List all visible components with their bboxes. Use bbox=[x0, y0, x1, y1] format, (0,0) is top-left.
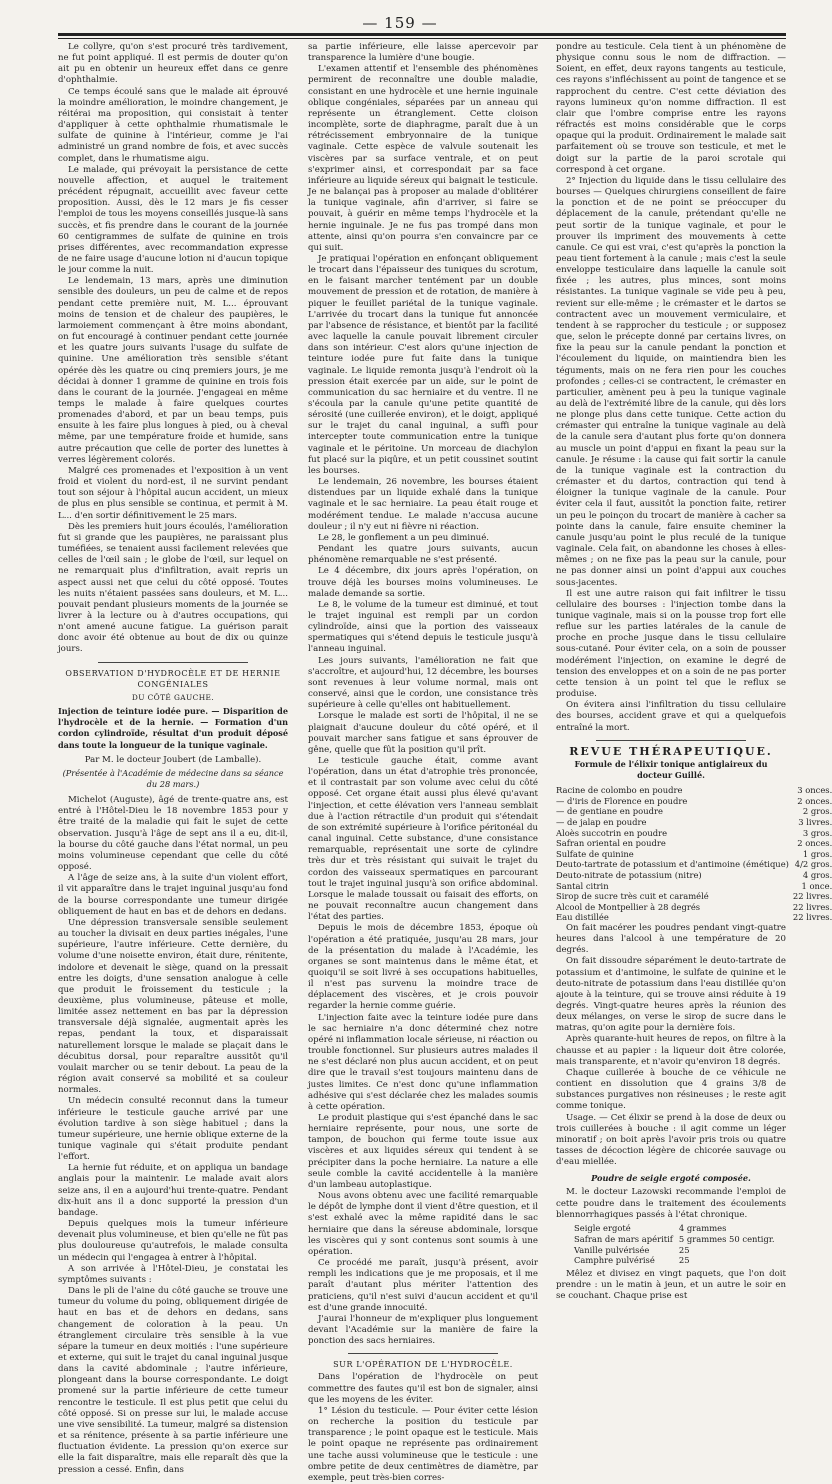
formula-row bbox=[556, 785, 832, 796]
paragraph: Dans l'opération de l'hydrocèle on peut commettre des fautes qu'il est bon de signaler, ainsi que les moyens de les éviter. bbox=[308, 1372, 538, 1405]
ingredient-quantity: 4/2 gros. bbox=[794, 859, 832, 870]
paragraph: A l'âge de seize ans, à la suite d'un violent effort, il vit apparaître dans le trajet inguinal jusqu'au fond de la bourse correspondante une tumeur dirigée obliquement de haut en bas et de dehors en dedans. bbox=[58, 873, 288, 917]
ingredient-quantity: 3 livres. bbox=[798, 816, 832, 827]
header-rule-thin bbox=[58, 38, 786, 39]
column-2 bbox=[308, 42, 538, 1483]
paragraph: On fait dissoudre séparément le deuto-tartrate de potassium et d'antimoine, le sulfate de quinine et le deuto-nitrate de potassium dans l'eau distillée qu'on ajoute à la teinture, qui se trouve ainsi réduite à 19 degrés. Vingt-quatre heures après la réunion des deux mélanges, on verse le sirop de sucre dans le matras, qu'on agite pour la dernière fois. bbox=[556, 956, 786, 1034]
observation-summary: Injection de teinture iodée pure. — Disparition de l'hydrocèle et de la hernie. — Formation d'un cordon cylindroïde, résultat d'un produit déposé dans toute la longueur de la tunique vaginale. bbox=[58, 706, 288, 750]
ingredient-quantity: 22 livres. bbox=[792, 901, 832, 912]
paragraph: Depuis le mois de décembre 1853, époque où l'opération a été pratiquée, jusqu'au 28 mars, jour de la présentation du malade à l'Académie, les organes se sont maintenus dans le même état, et quoiqu'il se soit livré à ses occupations habituelles, il n'est pas survenu la moindre trace de déplacement des viscères, et je crois pouvoir regarder la hernie comme guérie. bbox=[308, 923, 538, 1012]
paragraph: Après quarante-huit heures de repos, on filtre à la chausse et au papier : la liqueur doit être colorée, mais transparente, et n'avoir qu'environ 18 degrés. bbox=[556, 1034, 786, 1067]
paragraph: Dans le pli de l'aine du côté gauche se trouve une tumeur du volume du poing, obliquement dirigée de haut en bas et de dehors en dedans, sans changement de coloration à la peau. Un étranglement circulaire très sensible à la vue sépare la tumeur en deux moitiés : l'une supérieure et externe, qui suit le trajet du canal inguinal jusque dans la cavité abdominale ; l'autre inférieure, plongeant dans la bourse correspondante. Le doigt promené sur la partie inférieure de cette tumeur rencontre le testicule. Il est plus petit que celui du côté opposé. Si on presse sur lui, le malade accuse une vive sensibilité. La tumeur, malgré sa distension et sa rénitence, présente à sa partie inférieure une fluctuation évidente. La pression qu'on exerce sur elle la fait disparaître, mais elle reparaît dès que la pression a cessé. Enfin, dans bbox=[58, 1286, 288, 1475]
paragraph: Le testicule gauche était, comme avant l'opération, dans un état d'atrophie très prononcée, et il contrastait par son volume avec celui du côté opposé. Cet organe était aussi plus élevé qu'avant l'injection, et cette élévation vers l'anneau semblait due à l'action rétractile d'un produit qui s'étendait de son extrémité supérieure à l'orifice péritonéal du canal inguinal. Cette substance, d'une consistance remarquable, représentait une sorte de cylindre très dur et très résistant qui suivait le trajet du cordon des vaisseaux spermatiques en parcourant tout le trajet inguinal jusqu'à son orifice abdominal. Lorsque le malade toussait ou faisait des efforts, on ne pouvait reconnaître aucun changement dans l'état des parties. bbox=[308, 756, 538, 923]
section-divider bbox=[98, 662, 248, 663]
ergot-table bbox=[574, 1223, 781, 1266]
paragraph: Le 8, le volume de la tumeur est diminué, et tout le trajet inguinal est rempli par un cordon cylindroïde, ainsi que la portion des vaisseaux spermatiques qui s'étend depuis le testicule jusqu'à l'anneau inguinal. bbox=[308, 599, 538, 655]
paragraph: Le 28, le gonflement a un peu diminué. bbox=[318, 532, 490, 543]
paragraph: La hernie fut réduite, et on appliqua un bandage anglais pour la maintenir. Le malade avait alors seize ans, il en a aujourd'hui trente-quatre. Pendant dix-huit ans il a donc supporté la pression d'un bandage. bbox=[58, 1163, 288, 1218]
paragraph: Ce procédé me paraît, jusqu'à présent, avoir rempli les indications que je me proposais, et il me paraît d'autant plus mériter l'attention des praticiens, qu'il n'est suivi d'aucun accident et qu'il est d'une grande innocuité. bbox=[308, 1258, 538, 1313]
paragraph: pondre au testicule. Cela tient à un phénomène de physique connu sous le nom de diffraction. — Soient, en effet, deux rayons tangents au testicule, ces rayons s'infléchissent au point de tangence et se rapprochent du centre. C'est cette déviation des rayons lumineux qu'on nomme diffraction. Il est clair que l'ombre comprise entre les rayons réfractés est moins considérable que le corps opaque qui la produit. Ordinairement le malade sait parfaitement où se trouve son testicule, et met le doigt sur la partie de la paroi scrotale qui correspond à cet organe. bbox=[556, 42, 786, 175]
formula-row bbox=[556, 849, 832, 860]
ingredient-name: — d'iris de Florence en poudre bbox=[556, 795, 688, 806]
ingredient-name: Seigle ergoté bbox=[574, 1222, 631, 1233]
ingredient-quantity: 25 bbox=[678, 1255, 690, 1266]
ingredient-quantity: 2 onces. bbox=[797, 795, 832, 806]
ingredient-quantity: 3 onces. bbox=[797, 785, 832, 796]
paragraph: L'injection faite avec la teinture iodée pure dans le sac herniaire n'a donc déterminé chez notre opéré ni inflammation locale sérieuse, ni réaction ou trouble fonctionnel. Sur plusieurs autres malades il ne s'est déclaré non plus aucun accident, et on peut dire que le travail s'est toujours maintenu dans de justes limites. Ce n'est donc qu'une inflammation adhésive qui s'est déclarée chez les malades soumis à cette opération. bbox=[308, 1012, 538, 1112]
ingredient-name: Eau distillée bbox=[556, 912, 609, 923]
formula-row bbox=[556, 859, 832, 870]
formula-row bbox=[556, 902, 832, 913]
paragraph: Depuis quelques mois la tumeur inférieure devenait plus volumineuse, et bien qu'elle ne fût pas plus douloureuse qu'autrefois, le malade consulta un médecin qui l'engagea à entrer à l'hôpital. bbox=[58, 1219, 288, 1263]
ingredient-quantity: 4 gros. bbox=[802, 869, 832, 880]
ingredient-quantity: 22 livres. bbox=[792, 912, 832, 923]
paragraph: Malgré ces promenades et l'exposition à un vent froid et violent du nord-est, il ne survint pendant tout son séjour à l'hôpital aucun accident, un mieux de plus en plus sensible se continua, et permit à M. L... d'en sortir définitivement le 25 mars. bbox=[58, 465, 288, 521]
formula-row bbox=[556, 891, 832, 902]
formula-row bbox=[556, 912, 832, 923]
review-title: REVUE THÉRAPEUTIQUE. bbox=[569, 744, 773, 758]
paragraph: Le produit plastique qui s'est épanché dans le sac herniaire représente, pour nous, une sorte de tampon, de bouchon qui ferme toute issue aux viscères et aux liquides séreux qui tendent à se précipiter dans la poche herniaire. La nature a elle seule comble la cavité accidentelle à la manière d'un lambeau autoplastique. bbox=[308, 1113, 538, 1190]
observation-title: OBSERVATION D'HYDROCÈLE ET DE HERNIE CONGÉNIALES bbox=[65, 668, 281, 689]
paragraph: L'examen attentif et l'ensemble des phénomènes permirent de reconnaître une double maladie, consistant en une hydrocèle et une hernie inguinale oblique congéniales, séparées par un anneau qui représente un étranglement. Cette cloison incomplète, sorte de diaphragme, paraît due à un rétrécissement embryonnaire de la tunique vaginale. Cette espèce de valvule soutenait les viscères par sa surface ventrale, et on peut s'exprimer ainsi, et correspondait par sa face inférieure au liquide séreux qui baignait le testicule. Je ne balançai pas à proposer au malade d'oblitérer la tunique vaginale, afin d'arriver, si faire se pouvait, à guérir en même temps l'hydrocèle et la hernie inguinale. Je ne fus pas trompé dans mon attente, ainsi qu'on pourra s'en convaincre par ce qui suit. bbox=[308, 64, 538, 253]
paragraph: Michelot (Auguste), âgé de trente-quatre ans, est entré à l'Hôtel-Dieu le 18 novembre 1853 pour y être traité de la maladie qui fait le sujet de cette observation. Jusqu'à l'âge de sept ans il a eu, dit-il, la bourse du côté gauche dans l'état normal, un peu moins volumineuse cependant que celle du côté opposé. bbox=[58, 795, 288, 873]
ingredient-name: Sirop de sucre très cuit et caramélé bbox=[556, 891, 709, 902]
paragraph: Un médecin consulté reconnut dans la tumeur inférieure le testicule gauche arrivé par une évolution tardive à son siège habituel ; dans la tumeur supérieure, une hernie oblique externe de la tunique vaginale qui s'était produite pendant l'effort. bbox=[58, 1096, 288, 1163]
paragraph: J'aurai l'honneur de m'expliquer plus longuement devant l'Académie sur la manière de faire la ponction des sacs herniaires. bbox=[308, 1313, 538, 1347]
ingredient-name: Safran oriental en poudre bbox=[556, 838, 666, 849]
formula-row bbox=[556, 828, 832, 839]
ingredient-name: Camphre pulvérisé bbox=[574, 1255, 655, 1266]
ingredient-quantity: 2 onces. bbox=[797, 838, 832, 849]
paragraph: Le lendemain, 13 mars, après une diminution sensible des douleurs, un peu de calme et de repos pendant cette première nuit, M. L... éprouvant moins de tension et de chaleur des paupières, le larmoiement commençant à être moins abondant, on fut encouragé à continuer pendant cette journée et les quatre jours suivants l'usage du sulfate de quinine. Une amélioration très sensible s'étant opérée dès les quatre ou cinq premiers jours, je me décidai à donner 1 gramme de quinine en trois fois dans le courant de la journée. J'engageai en même temps le malade à faire quelques courtes promenades d'abord, et par un beau temps, puis ensuite à les faire plus longues à pied, ou à cheval même, par une température froide et humide, sans autre précaution que celle de porter des lunettes à verres légèrement colorés. bbox=[58, 276, 288, 465]
paragraph: Les jours suivants, l'amélioration ne fait que s'accroître, et aujourd'hui, 12 décembre, les bourses sont revenues à leur volume normal, mais ont conservé, ainsi que le cordon, une consistance très supérieure à celle qu'elles ont habituellement. bbox=[308, 655, 538, 711]
ingredient-quantity: 3 gros. bbox=[802, 827, 832, 838]
ingredient-quantity: 4 grammes bbox=[678, 1222, 727, 1233]
paragraph: Il est une autre raison qui fait infiltrer le tissu cellulaire des bourses : l'injection tombe dans la tunique vaginale, mais si on la pousse trop fort elle reflue sur les parties latérales de la canule de proche en proche jusque dans le tissu cellulaire sous-cutané. Pour éviter cela, on a soin de pousser modérément l'injection, on examine le degré de tension des enveloppes et on a soin de ne pas porter cette tension à un point tel que le reflux se produise. bbox=[556, 588, 786, 700]
ingredient-name: — de jalap en poudre bbox=[556, 816, 647, 827]
ergot-row bbox=[574, 1245, 781, 1256]
ingredient-quantity: 22 livres. bbox=[792, 891, 832, 902]
paragraph: Lorsque le malade est sorti de l'hôpital, il ne se plaignait d'aucune douleur du côté opéré, et il pouvait marcher sans fatigue et sans éprouver de gêne, quelle que fût la position qu'il prît. bbox=[308, 711, 538, 755]
formula-row bbox=[556, 796, 832, 807]
ingredient-name: Deuto-tartrate de potassium et d'antimoine (émétique) bbox=[556, 859, 789, 870]
paragraph: On évitera ainsi l'infiltration du tissu cellulaire des bourses, accident grave et qui a quelquefois entraîné la mort. bbox=[556, 700, 786, 733]
formula-row bbox=[556, 881, 832, 892]
paragraph: Le lendemain, 26 novembre, les bourses étaient distendues par un liquide exhalé dans la tunique vaginale et le sac herniaire. La peau était rouge et modérément tendue. Le malade n'accusa aucune douleur ; il n'y eut ni fièvre ni réaction. bbox=[308, 477, 538, 532]
ingredient-name: Racine de colombo en poudre bbox=[556, 785, 683, 796]
ingredient-quantity: 25 bbox=[678, 1244, 690, 1255]
ingredient-name: Deuto-nitrate de potassium (nitre) bbox=[556, 869, 702, 880]
formula-row bbox=[556, 806, 832, 817]
ergot-row bbox=[574, 1255, 781, 1266]
paragraph: Chaque cuillerée à bouche de ce véhicule ne contient en dissolution que 4 grains 3/8 de substances purgatives non résineuses ; le reste agit comme tonique. bbox=[556, 1067, 786, 1112]
formula-row bbox=[556, 817, 832, 828]
paragraph: 1° Lésion du testicule. — Pour éviter cette lésion on recherche la position du testicule par transparence ; le point opaque est le testicule. Mais le point opaque ne représente pas ordinairement une tache aussi volumineuse que le testicule : une ombre petite de deux centimètres de diamètre, par exemple, peut très-bien corres- bbox=[308, 1405, 538, 1483]
ingredient-name: Aloès succotrin en poudre bbox=[556, 827, 668, 838]
column-3 bbox=[556, 42, 832, 1302]
paragraph: Le 4 décembre, dix jours après l'opération, on trouve déjà les bourses moins volumineuses. Le malade demande sa sortie. bbox=[308, 566, 538, 599]
formula-row bbox=[556, 870, 832, 881]
ingredient-name: — de gentiane en poudre bbox=[556, 806, 663, 817]
paragraph: sa partie inférieure, elle laisse apercevoir par transparence la lumière d'une bougie. bbox=[308, 42, 538, 64]
formula-table bbox=[556, 785, 832, 923]
observation-subtitle: DU CÔTÉ GAUCHE. bbox=[131, 692, 215, 702]
paragraph: Le malade, qui prévoyait la persistance de cette nouvelle affection, et auquel le traitement précédent répugnait, accueillit avec faveur cette proposition. Aussi, dès le 12 mars je fis cesser l'emploi de tous les moyens conseillés jusque-là sans succès, et fis prendre dans le courant de la journée 60 centigrammes de sulfate de quinine en trois prises différentes, avec recommandation expresse de ne faire usage d'aucune lotion ni d'aucun topique le jour comme la nuit. bbox=[58, 164, 288, 276]
paragraph: Le collyre, qu'on s'est procuré très tardivement, ne fut point appliqué. Il est permis de douter qu'on ait pu en obtenir un heureux effet dans ce genre d'ophthalmie. bbox=[58, 42, 288, 86]
paragraph: Mêlez et divisez en vingt paquets, que l'on doit prendre : un le matin à jeun, et un autre le soir en se couchant. Chaque prise est bbox=[556, 1269, 786, 1302]
paragraph: Nous avons obtenu avec une facilité remarquable le dépôt de lymphe dont il vient d'être question, et il s'est exhalé avec la même rapidité dans le sac herniaire que dans la séreuse abdominale, lorsque les viscères qui y sont contenus sont soumis à une opération. bbox=[308, 1191, 538, 1257]
ergot-row bbox=[574, 1223, 781, 1234]
paragraph: Dès les premiers huit jours écoulés, l'amélioration fut si grande que les paupières, ne paraissant plus tuméfiées, se tenaient aussi facilement relevées que celles de l'œil sain ; le globe de l'œil, sur lequel on ne remarquait plus d'infiltration, avait repris un aspect aussi net que celui du côté opposé. Toutes les nuits n'étaient passées sans douleurs, et M. L... pouvait pendant plusieurs moments de la journée se livrer à la lecture ou à d'autres occupations, qui n'ont amené aucune fatigue. La guérison parait donc avoir été obtenue au bout de dix ou quinze jours. bbox=[58, 521, 288, 655]
ingredient-quantity: 2 gros. bbox=[802, 806, 832, 817]
ingredient-name: Safran de mars apéritif bbox=[574, 1233, 673, 1244]
paragraph: Une dépression transversale sensible seulement au toucher la divisait en deux parties inégales, l'une supérieure, l'autre inférieure. Cette dernière, du volume d'une noisette environ, était dure, rénitente, indolore et devenait le siège, quand on la pressait entre les doigts, d'une sensation analogue à celle que produit le froissement du testicule ; la deuxième, plus volumineuse, pâteuse et molle, limitée assez nettement en bas par la dépression transversale déjà signalée, augmentait après les repas, pendant la toux, et disparaissait naturellement lorsque le malade se plaçait dans le décubitus dorsal, pour reparaître aussitôt qu'il voulait marcher ou se tenir debout. La peau de la région avait conservé sa mobilité et sa couleur normales. bbox=[58, 917, 288, 1096]
ingredient-name: Vanille pulvérisée bbox=[574, 1244, 650, 1255]
paragraph: 2° Injection du liquide dans le tissu cellulaire des bourses — Quelques chirurgiens conseillent de faire la ponction et de ne point se préoccuper du déplacement de la canule, prétendant qu'elle ne peut sortir de la tunique vaginale, et pour le prouver ils impriment des mouvements à cette canule. Ce qui est vrai, c'est qu'après la ponction la peau tient fortement à la canule ; mais c'est la seule enveloppe testiculaire dans laquelle la canule soit fixée ; les autres, plus minces, sont moins résistantes. La tunique vaginale se vide peu à peu, revient sur elle-même ; le crémaster et le dartos se contractent avec un mouvement vermiculaire, et tendent à se rapprocher du testicule ; or supposez que, selon le précepte donné par certains livres, on fixe la peau sur la canule pendant la ponction et l'écoulement du liquide, on maintiendra bien les téguments, mais on ne fera rien pour les couches profondes ; celles-ci se contractent, le crémaster en particulier, amènent peu à peu la tunique vaginale au delà de l'extrémité libre de la canule, qui dès lors ne plonge plus dans cette tunique. Cette action du crémaster qui entraîne la tunique vaginale au delà de la canule sera d'autant plus forte qu'on donnera au muscle un point d'appui en fixant la peau sur la canule. Je résume : la cause qui fait sortir la canule de la tunique vaginale est la contraction du crémaster et du dartos, contraction qui tend à éloigner la tunique vaginale de la canule. Pour éviter cela il faut, aussitôt la ponction faite, retirer un peu le poinçon du trocart de manière à cacher sa pointe dans la canule, faire ensuite cheminer la canule jusqu'au point le plus reculé de la tunique vaginale. Cela fait, on abandonne les choses à elles-mêmes ; on ne fixe pas la peau sur la canule, pour ne pas donner ainsi un point d'appui aux couches sous-jacentes. bbox=[556, 175, 786, 588]
ingredient-quantity: 5 grammes 50 centigr. bbox=[678, 1233, 775, 1244]
paragraph: Ce temps écoulé sans que le malade ait éprouvé la moindre amélioration, le moindre changement, je réitérai ma proposition, qui consistait à tenter d'appliquer à cette ophthalmie rhumatismale le sulfate de quinine à l'intérieur, comme je l'ai administré un grand nombre de fois, et avec succès complet, dans le rhumatisme aigu. bbox=[58, 86, 288, 164]
ingredient-name: Alcool de Montpellier à 28 degrés bbox=[556, 901, 701, 912]
ergot-title: Poudre de seigle ergoté composée. bbox=[591, 1173, 751, 1184]
page-number: — 159 — bbox=[362, 14, 438, 32]
formula-title: Formule de l'élixir tonique antiglaireux du docteur Guillé. bbox=[574, 758, 768, 780]
formula-row bbox=[556, 838, 832, 849]
hydrocele-section-title: SUR L'OPÉRATION DE L'HYDROCÈLE. bbox=[333, 1360, 513, 1370]
section-divider bbox=[596, 740, 746, 741]
observation-byline: Par M. le docteur Joubert (de Lamballe). bbox=[84, 754, 262, 765]
ingredient-name: Santal citrin bbox=[556, 880, 609, 891]
observation-presented: (Présentée à l'Académie de médecine dans sa séance du 28 mars.) bbox=[62, 767, 284, 789]
paragraph: M. le docteur Lazowski recommande l'emploi de cette poudre dans le traitement des écoulements blennorrhagiques passés à l'état chronique. bbox=[556, 1187, 786, 1220]
ingredient-quantity: 1 gros. bbox=[802, 848, 832, 859]
ingredient-name: Sulfate de quinine bbox=[556, 848, 634, 859]
paragraph: Pendant les quatre jours suivants, aucun phénomène remarquable ne s'est présenté. bbox=[308, 544, 538, 566]
paragraph: Je pratiquai l'opération en enfonçant obliquement le trocart dans l'épaisseur des tuniques du scrotum, en le faisant marcher tentément par un double mouvement de pression et de rotation, de manière à piquer le feuillet pariétal de la tunique vaginale. L'arrivée du trocart dans la tunique fut annoncée par l'absence de résistance, et bientôt par la facilité avec laquelle la canule pouvait librement circuler dans son intérieur. C'est alors qu'une injection de teinture iodée pure fut faite dans la tunique vaginale. Le liquide remonta jusqu'à l'endroit où la pression était exercée par un aide, sur le point de communication du sac herniaire et du ventre. Il ne s'écoula par la canule qu'une petite quantité de sérosité (une cuillerée environ), et le doigt, appliqué sur le trajet du canal inguinal, a suffi pour intercepter toute communication entre la tunique vaginale et le péritoine. Un morceau de diachylon fut placé sur la piqûre, et un petit coussinet soutint les bourses. bbox=[308, 253, 538, 476]
paragraph: Usage. — Cet élixir se prend à la dose de deux ou trois cuillerées à bouche : il agit comme un léger minoratif ; on boit après l'avoir pris trois ou quatre tasses de décoction légère de chicorée sauvage ou d'eau miellée. bbox=[556, 1112, 786, 1168]
column-1 bbox=[58, 42, 288, 1475]
paragraph: A son arrivée à l'Hôtel-Dieu, je constatai les symptômes suivants : bbox=[58, 1263, 288, 1285]
ingredient-quantity: 1 once. bbox=[801, 880, 832, 891]
paragraph: On fait macérer les poudres pendant vingt-quatre heures dans l'alcool à une température de 20 degrés. bbox=[556, 922, 786, 956]
section-divider bbox=[348, 1353, 498, 1354]
ergot-row bbox=[574, 1234, 781, 1245]
header-rule bbox=[58, 33, 786, 36]
